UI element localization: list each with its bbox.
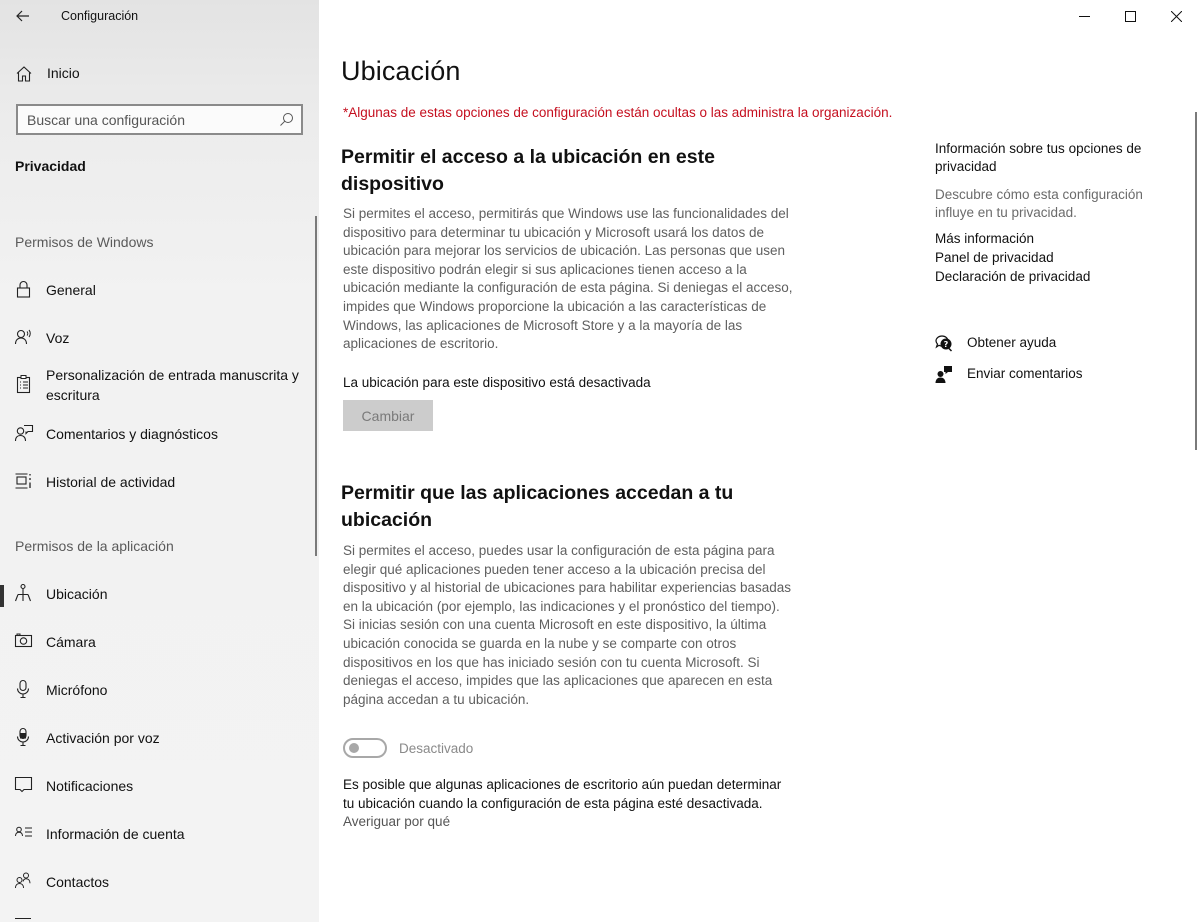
minimize-icon <box>1079 11 1090 22</box>
feedback-icon <box>14 423 34 443</box>
sidebar-item-label: Voz <box>46 330 70 346</box>
svg-text:?: ? <box>943 340 949 349</box>
change-button[interactable]: Cambiar <box>343 400 433 431</box>
send-feedback-label: Enviar comentarios <box>967 366 1083 381</box>
maximize-icon <box>1125 11 1136 22</box>
speech-icon <box>14 327 34 347</box>
back-arrow-icon <box>16 10 30 22</box>
lock-icon <box>14 279 34 299</box>
location-icon <box>14 583 34 603</box>
main-scrollbar[interactable] <box>1195 112 1197 450</box>
sidebar-item-label: Inicio <box>47 65 80 81</box>
get-help-icon <box>935 334 953 352</box>
desktop-apps-note <box>343 776 783 832</box>
close-button[interactable] <box>1153 0 1198 32</box>
sidebar-item-label: Historial de actividad <box>46 474 176 490</box>
search-input[interactable] <box>18 106 268 133</box>
get-help-link[interactable] <box>935 333 1175 355</box>
minimize-button[interactable] <box>1061 0 1107 32</box>
sidebar-item-label: Ubicación <box>46 586 108 602</box>
privacy-info-title: Información sobre tus opciones de privacidad <box>935 141 1142 174</box>
send-feedback-icon <box>935 365 953 383</box>
notification-icon <box>14 775 34 795</box>
sidebar-item-inking-typing[interactable] <box>0 364 312 410</box>
note-text: Es posible que algunas aplicaciones de escritorio aún puedan determinar tu ubicación cuando la configuración de esta página esté desactivada. <box>343 777 782 811</box>
partial-nav-icon <box>15 918 31 922</box>
send-feedback-link[interactable] <box>935 364 1175 386</box>
sidebar-item-label: Activación por voz <box>46 730 160 746</box>
sidebar-item-voz[interactable] <box>0 324 312 364</box>
clipboard-icon <box>14 374 34 394</box>
get-help-label: Obtener ayuda <box>967 335 1057 350</box>
sidebar-item-feedback-diagnostics[interactable] <box>0 420 312 460</box>
sidebar-item-home[interactable] <box>0 58 319 88</box>
privacy-statement-link[interactable]: Declaración de privacidad <box>935 269 1091 284</box>
sidebar-item-activity-history[interactable] <box>0 468 312 508</box>
sidebar-item-camara[interactable] <box>0 628 312 668</box>
account-info-icon <box>14 823 34 843</box>
search-box[interactable] <box>16 104 303 135</box>
sidebar-item-notificaciones[interactable] <box>0 772 312 812</box>
section-description-device-access: Si permites el acceso, permitirás que Windows use las funcionalidades del dispositivo para determinar tu ubicación y Microsoft usará los datos de ubicación para mejorar los servicios de ubicación. Las personas que usen este dispositivo podrán elegir si sus aplicaciones tienen acceso a la ubicación mediante la configuración de esta página. Si deniegas el acceso, impides que Windows proporcione la ubicación a las características de Windows, las aplicaciones de Microsoft Store y a la mayoría de las aplicaciones de escritorio. <box>343 206 793 352</box>
main-content <box>319 0 1198 922</box>
group-label-windows-permissions: Permisos de Windows <box>15 234 154 250</box>
privacy-dashboard-link[interactable]: Panel de privacidad <box>935 250 1054 265</box>
page-title: Ubicación <box>341 56 461 86</box>
sidebar-item-label: Personalización de entrada manuscrita y escritura <box>46 367 299 403</box>
back-button[interactable] <box>10 4 36 28</box>
section-title: Privacidad <box>15 158 86 174</box>
sidebar-item-label: Cámara <box>46 634 96 650</box>
group-label-app-permissions: Permisos de la aplicación <box>15 538 174 554</box>
activity-history-icon <box>14 471 34 491</box>
sidebar-item-voice-activation[interactable] <box>0 724 312 764</box>
sidebar-item-label: Comentarios y diagnósticos <box>46 426 218 442</box>
device-location-status: La ubicación para este dispositivo está desactivada <box>343 375 651 390</box>
search-icon[interactable] <box>279 112 294 127</box>
contacts-icon <box>14 871 34 891</box>
sidebar-item-contactos[interactable] <box>0 868 312 908</box>
sidebar-item-general[interactable] <box>0 276 312 316</box>
app-location-toggle[interactable] <box>343 738 387 758</box>
sidebar-item-label: Información de cuenta <box>46 826 185 842</box>
privacy-info-description: Descubre cómo esta configuración influye en tu privacidad. <box>935 187 1143 220</box>
microphone-icon <box>14 679 34 699</box>
toggle-knob <box>349 743 359 753</box>
policy-warning: *Algunas de estas opciones de configuración están ocultas o las administra la organización. <box>343 105 893 120</box>
section-heading-app-access: Permitir que las aplicaciones accedan a tu ubicación <box>341 482 734 531</box>
camera-icon <box>14 631 34 651</box>
sidebar-item-label: General <box>46 282 96 298</box>
voice-activation-icon <box>14 727 34 747</box>
sidebar-item-label: Micrófono <box>46 682 108 698</box>
more-info-link[interactable]: Más información <box>935 231 1035 246</box>
app-title: Configuración <box>61 9 139 23</box>
sidebar-item-account-info[interactable] <box>0 820 312 860</box>
section-description-app-access: Si permites el acceso, puedes usar la configuración de esta página para elegir qué aplicaciones pueden tener acceso a la ubicación precisa del dispositivo y al historial de ubicaciones para habilitar experiencias basadas en la ubicación (por ejemplo, las indicaciones y el pronóstico del tiempo). Si inicias sesión con una cuenta Microsoft en este dispositivo, la última ubicación conocida se guarda en la nube y se comparte con otros dispositivos en los que has iniciado sesión con tu cuenta Microsoft. Si deniegas el acceso, impides que las aplicaciones que aparecen en esta página accedan a tu ubicación. <box>343 543 792 707</box>
related-info-panel <box>935 140 1175 286</box>
title-bar <box>0 0 319 34</box>
sidebar-item-microfono[interactable] <box>0 676 312 716</box>
section-heading-device-access: Permitir el acceso a la ubicación en este dispositivo <box>341 146 715 195</box>
sidebar-item-label: Contactos <box>46 874 110 890</box>
home-icon <box>15 65 33 83</box>
sidebar <box>0 0 319 922</box>
maximize-button[interactable] <box>1107 0 1153 32</box>
toggle-state-label: Desactivado <box>399 741 474 756</box>
close-icon <box>1171 11 1182 22</box>
sidebar-item-label: Notificaciones <box>46 778 134 794</box>
sidebar-item-ubicacion[interactable] <box>0 580 312 620</box>
find-out-why-link[interactable]: Averiguar por qué <box>343 814 451 830</box>
sidebar-scrollbar[interactable] <box>315 216 317 556</box>
